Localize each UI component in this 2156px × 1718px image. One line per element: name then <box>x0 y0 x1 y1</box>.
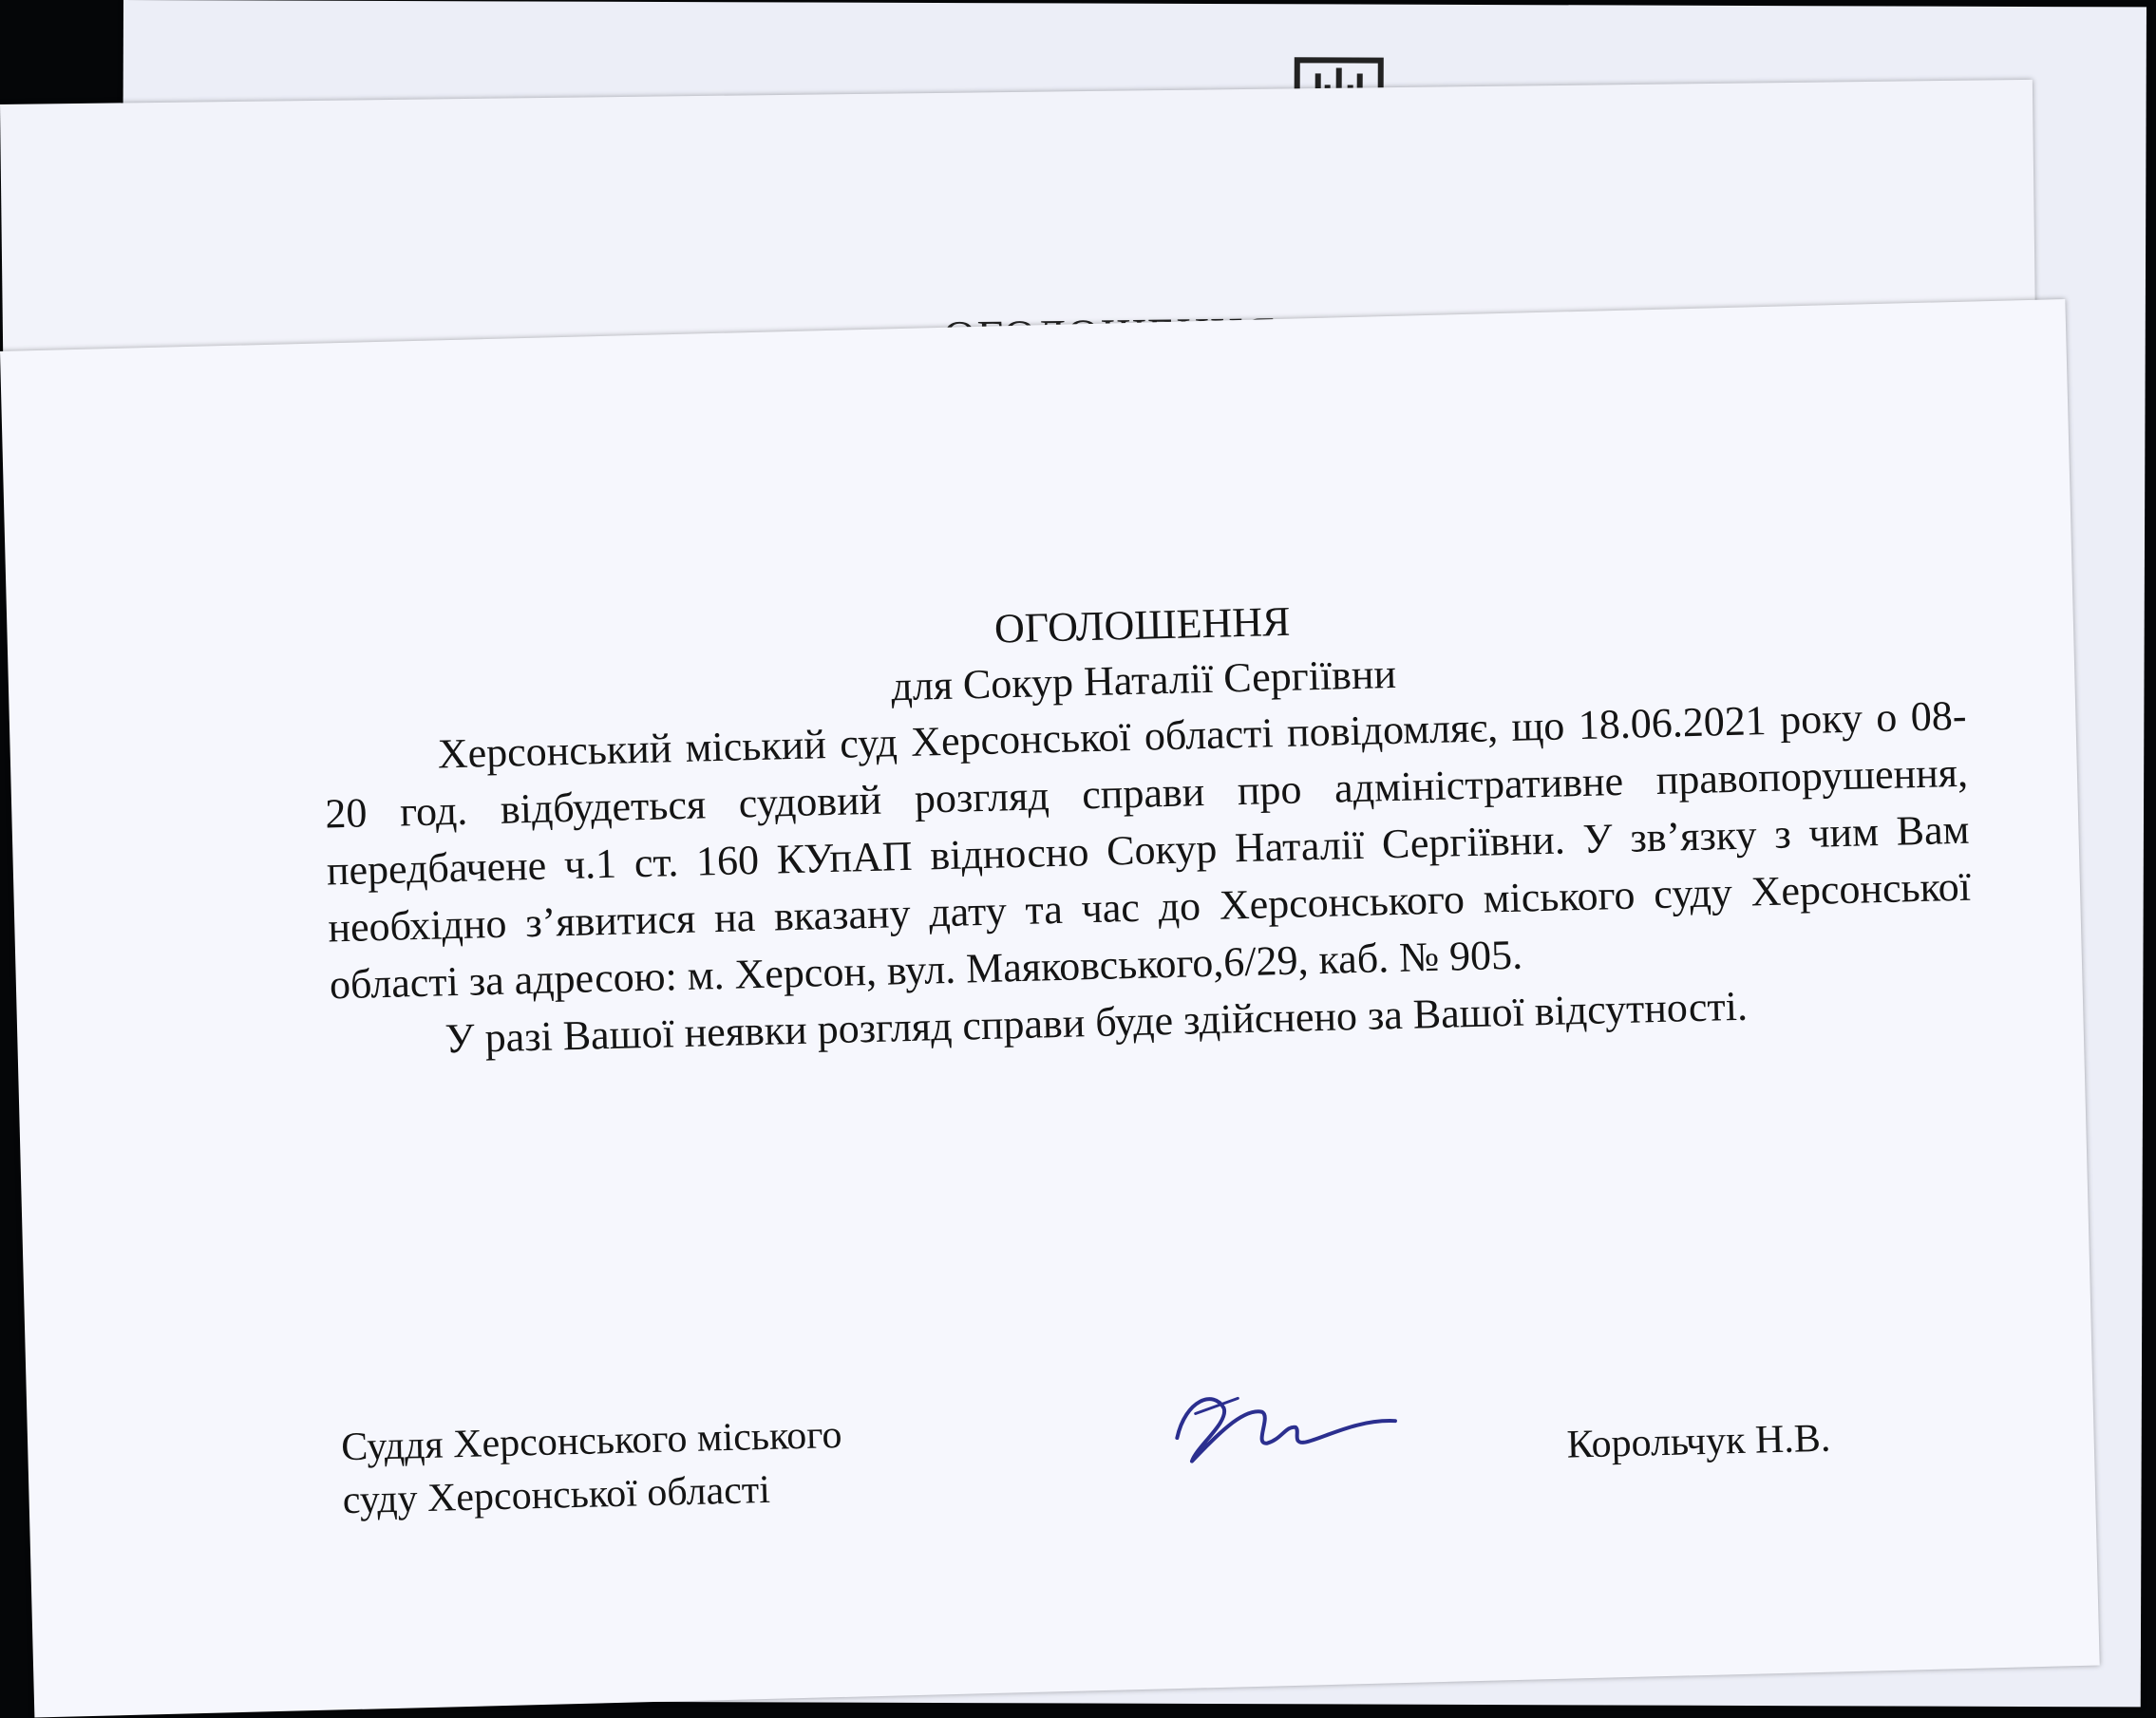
signatory-title <box>341 1405 1009 1528</box>
notice-paragraph-1: Херсонський міський суд Херсонської області повідомляє, що 18.06.2021 року о 08-20 год. відбудеться судовий розгляд справи про адміністративне правопорушення, передбачене ч.1 ст. 160 КУпАП відносно Сокур Наталії Сергіївни. У зв’язку з чим Вам необхідно з’явитися на вказану дату та час до Херсонського міського суду Херсонської області за адресою: м. Херсон, вул. Маяковського,6/29, каб. № 905. <box>324 691 1972 1009</box>
notice-addressee: для Сокур Наталії Сергіївни <box>890 650 1397 710</box>
handwritten-signature <box>1157 1366 1407 1477</box>
signatory-name: Корольчук Н.В. <box>1566 1416 1831 1467</box>
notice-title: ОГОЛОШЕННЯ <box>993 597 1291 652</box>
signatory-title-line-1: Суддя Херсонського міського <box>340 1412 842 1470</box>
front-sheet <box>0 299 2100 1718</box>
notice-body <box>320 577 1974 1071</box>
signatory-title-line-2: суду Херсонської області <box>342 1467 771 1523</box>
notice-paragraph-2: У разі Вашої неявки розгляд справи буде здійснено за Вашої відсутності. <box>444 982 1749 1063</box>
signature-block <box>340 1350 1996 1563</box>
